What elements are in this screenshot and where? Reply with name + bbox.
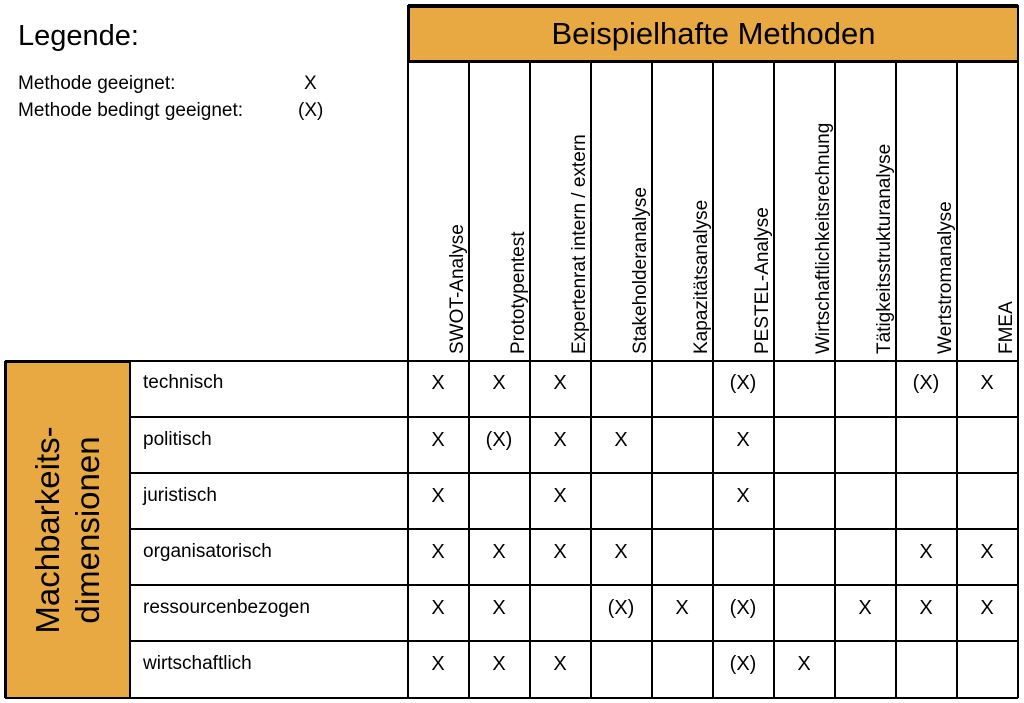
- table-cell: [774, 468, 834, 524]
- table-cell: (X): [729, 371, 757, 394]
- table-cell: X: [919, 596, 933, 619]
- column-header-label: Kapazitätsanalyse: [691, 199, 712, 354]
- table-cell: [774, 524, 834, 580]
- column-header: [957, 62, 1017, 360]
- column-header: [408, 62, 468, 360]
- table-cell: X: [858, 596, 872, 619]
- table-cell: [835, 412, 895, 468]
- legend-item-suitable: [18, 72, 338, 96]
- table-cell: [896, 468, 956, 524]
- table-cell: X: [553, 484, 567, 507]
- column-header: [713, 62, 773, 360]
- table-cell: [652, 524, 712, 580]
- table-cell: X: [797, 652, 811, 675]
- table-cell: [652, 636, 712, 692]
- column-header: [530, 62, 590, 360]
- table-cell: X: [553, 540, 567, 563]
- dimension-label-line-2: dimensionen: [69, 436, 106, 624]
- column-header-label: Stakeholderanalyse: [630, 187, 651, 354]
- table-cell: X: [431, 484, 445, 507]
- table-cell: [774, 412, 834, 468]
- row-label: politisch: [143, 429, 212, 450]
- table-cell: [896, 412, 956, 468]
- table-cell: X: [431, 652, 445, 675]
- table-cell: [835, 468, 895, 524]
- table-cell: X: [431, 371, 445, 394]
- table-cell: X: [492, 540, 506, 563]
- column-header: [835, 62, 895, 360]
- row-label: wirtschaftlich: [143, 653, 252, 674]
- table-cell: [652, 412, 712, 468]
- table-cell: X: [492, 596, 506, 619]
- table-cell: [652, 355, 712, 411]
- dimension-label-line-1: Machbarkeits-: [29, 426, 66, 634]
- legend-symbol-partially-suitable: (X): [298, 100, 324, 121]
- column-header-label: Wertstromanalyse: [935, 201, 956, 354]
- table-cell: [957, 468, 1017, 524]
- table-cell: X: [431, 596, 445, 619]
- column-header: [652, 62, 712, 360]
- column-header-label: Prototypentest: [508, 231, 529, 354]
- table-cell: X: [736, 484, 750, 507]
- table-cell: [652, 468, 712, 524]
- table-cell: X: [431, 428, 445, 451]
- methods-header: Beispielhafte Methoden: [408, 6, 1019, 62]
- table-cell: [591, 355, 651, 411]
- column-header: [469, 62, 529, 360]
- row-label: technisch: [143, 372, 224, 393]
- table-cell: [835, 355, 895, 411]
- table-cell: X: [431, 540, 445, 563]
- legend-symbol-suitable: X: [304, 73, 317, 94]
- column-header: [774, 62, 834, 360]
- table-cell: X: [736, 428, 750, 451]
- table-cell: (X): [729, 652, 757, 675]
- table-cell: X: [980, 596, 994, 619]
- table-cell: [835, 636, 895, 692]
- table-cell: [896, 636, 956, 692]
- legend-label-partially-suitable: Methode bedingt geeignet:: [18, 100, 244, 121]
- column-header-label: PESTEL-Analyse: [752, 207, 773, 354]
- dimension-label-text: [28, 365, 108, 695]
- row-label: ressourcenbezogen: [143, 597, 310, 618]
- column-header-label: FMEA: [996, 301, 1017, 354]
- column-header-label: Wirtschaftlichkeitsrechnung: [813, 122, 834, 354]
- row-label: juristisch: [143, 485, 217, 506]
- dimension-label: [5, 361, 131, 699]
- table-cell: [957, 636, 1017, 692]
- table-cell: X: [980, 371, 994, 394]
- table-cell: X: [614, 428, 628, 451]
- table-cell: [835, 524, 895, 580]
- table-cell: X: [614, 540, 628, 563]
- table-cell: [591, 636, 651, 692]
- table-cell: X: [492, 652, 506, 675]
- table-cell: [774, 355, 834, 411]
- table-cell: X: [675, 596, 689, 619]
- table-cell: X: [553, 652, 567, 675]
- table-cell: X: [980, 540, 994, 563]
- table-cell: X: [492, 371, 506, 394]
- table-cell: [469, 468, 529, 524]
- column-header: [591, 62, 651, 360]
- table-cell: [530, 580, 590, 636]
- column-header-label: SWOT-Analyse: [447, 224, 468, 354]
- table-cell: X: [919, 540, 933, 563]
- column-header: [896, 62, 956, 360]
- table-cell: (X): [729, 596, 757, 619]
- table-cell: [591, 468, 651, 524]
- table-cell: [774, 580, 834, 636]
- table-cell: (X): [607, 596, 635, 619]
- row-label: organisatorisch: [143, 541, 272, 562]
- column-header-label: Expertenrat intern / extern: [569, 134, 590, 354]
- legend-title: Legende:: [18, 20, 139, 52]
- table-cell: (X): [912, 371, 940, 394]
- legend-label-suitable: Methode geeignet:: [18, 73, 176, 94]
- table-cell: (X): [485, 428, 513, 451]
- column-header-label: Tätigkeitsstrukturanalyse: [874, 143, 895, 354]
- table-cell: [713, 524, 773, 580]
- table-cell: [957, 412, 1017, 468]
- legend-item-partially-suitable: [18, 99, 338, 123]
- table-cell: X: [553, 371, 567, 394]
- table-cell: X: [553, 428, 567, 451]
